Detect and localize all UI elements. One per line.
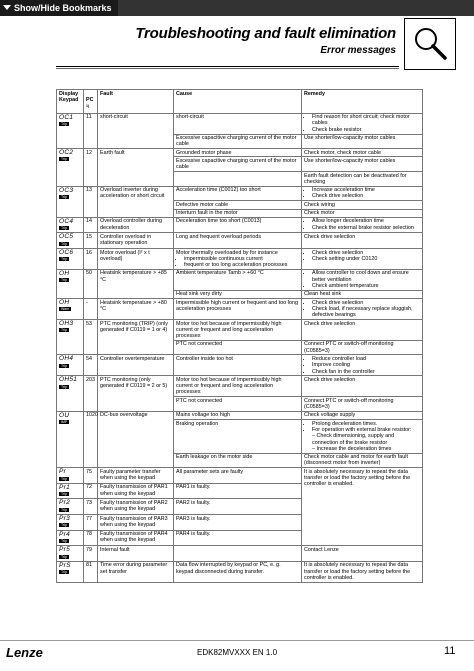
- cause-cell: [174, 186, 302, 201]
- table-row: [57, 546, 423, 562]
- error-code: OH3: [59, 320, 74, 327]
- fault-cell: Faulty transmission of PAR2 when using the keypad: [98, 499, 174, 515]
- remedy-cell: [302, 397, 423, 412]
- remedy-list: [304, 270, 420, 289]
- cause-cell: [174, 149, 302, 157]
- status-badge: Warn: [61, 307, 70, 312]
- remedy-cell: [302, 453, 423, 468]
- fault-cell: Overload inverter during acceleration or short circuit: [98, 186, 174, 217]
- remedy-cell: [302, 186, 423, 201]
- status-badge: Trip: [61, 384, 67, 389]
- fault-cell: Faulty transmission of PAR1 when using the keypad: [98, 483, 174, 499]
- remedy-list: [304, 114, 420, 133]
- fault-cell: DC-bus overvoltage: [98, 411, 174, 467]
- error-code: Pr2: [59, 499, 71, 507]
- header-fault: Fault: [98, 90, 174, 114]
- cause-text: Earth leakage on the motor side: [176, 454, 253, 461]
- cause-text: Data flow interrupted by keypad or PC, e. g. keypad disconnected during transfer.: [176, 562, 281, 575]
- display-cell: [57, 186, 84, 217]
- status-badge: Trip: [61, 226, 67, 231]
- remedy-cell: [302, 355, 423, 376]
- remedy-text: Check drive selection: [304, 376, 356, 383]
- cause-text: Acceleration time (C0012) too short: [176, 187, 261, 194]
- cause-cell: [174, 269, 302, 290]
- pc-cell: -: [84, 299, 98, 320]
- display-cell: [57, 515, 84, 531]
- cause-cell: [174, 233, 302, 249]
- table-row: [57, 468, 423, 484]
- display-cell: [57, 411, 84, 467]
- remedy-cell: [302, 290, 423, 298]
- cause-cell: [174, 340, 302, 355]
- remedy-item: • Prolong deceleration times.: [312, 421, 420, 427]
- pc-cell: 78: [84, 530, 98, 546]
- cause-cell: [174, 299, 302, 320]
- remedy-cell: [302, 113, 423, 134]
- remedy-list: [304, 300, 420, 319]
- error-code: OC5: [59, 233, 74, 241]
- cause-cell: [174, 420, 302, 453]
- fault-cell: Internal fault: [98, 546, 174, 562]
- cause-cell: [174, 217, 302, 233]
- remedy-cell: [302, 561, 423, 582]
- display-cell: [57, 530, 84, 546]
- display-cell: [57, 113, 84, 148]
- cause-cell: [174, 249, 302, 270]
- status-badge: Trip: [61, 538, 67, 543]
- show-hide-bookmarks-button[interactable]: [0, 0, 118, 16]
- table-row: [57, 320, 423, 341]
- display-cell: [57, 249, 84, 270]
- page-number: 11: [444, 645, 456, 657]
- fault-cell: Motor overload (I² x t overload): [98, 249, 174, 270]
- cause-cell: [174, 290, 302, 298]
- remedy-item: • For operation with external brake resistor:: [312, 427, 420, 433]
- cause-text: Interturn fault in the motor: [176, 210, 238, 217]
- remedy-item: • Find reason for short circuit; check motor cables: [312, 114, 420, 127]
- cause-cell: [174, 355, 302, 376]
- remedy-text: Use shorter/low-capacity motor cables: [304, 135, 396, 142]
- remedy-list: [304, 187, 420, 200]
- display-cell: [57, 320, 84, 355]
- pc-cell: 50: [84, 269, 98, 298]
- display-cell: [57, 483, 84, 499]
- header-pc: PC $^{1)}$: [84, 90, 98, 114]
- cause-text: Excessive capacitive charging current of the motor cable: [176, 157, 297, 171]
- status-badge: Trip: [61, 257, 67, 262]
- cause-text: Ambient temperature Tamb > +60 °C: [176, 270, 264, 277]
- remedy-cell: [302, 157, 423, 172]
- brand-logo: Lenze: [6, 645, 43, 660]
- remedy-cell: [302, 149, 423, 157]
- remedy-cell: [302, 376, 423, 397]
- cause-cell: [174, 201, 302, 209]
- cause-cell: [174, 561, 302, 582]
- error-code: OC3: [59, 186, 74, 194]
- remedy-item: • Improve cooling: [312, 362, 420, 368]
- remedy-text: Earth fault detection can be deactivated for checking: [304, 172, 407, 185]
- pc-cell: 53: [84, 320, 98, 355]
- status-badge: Trip: [61, 328, 67, 333]
- remedy-text: Contact Lenze: [304, 546, 339, 553]
- cause-cell: [174, 530, 302, 546]
- cause-text: Heat sink very dirty: [176, 291, 222, 298]
- display-cell: [57, 355, 84, 376]
- cause-text: Motor too hot because of impermissibly high current or frequent and long acceleration processes: [176, 376, 282, 396]
- cause-cell: [174, 209, 302, 217]
- remedy-cell: [302, 340, 423, 355]
- magnifier-icon: [404, 18, 456, 70]
- cause-text: PAR4 is faulty.: [176, 531, 211, 538]
- pc-cell: 15: [84, 233, 98, 249]
- document-id: EDK82MVXXX EN 1.0: [197, 648, 278, 657]
- remedy-cell: [302, 233, 423, 249]
- remedy-cell: [302, 209, 423, 217]
- remedy-item: • Allow longer deceleration time: [312, 218, 420, 224]
- remedy-cell: [302, 217, 423, 233]
- remedy-cell: [302, 411, 423, 419]
- error-code: OC6: [59, 249, 74, 257]
- remedy-item: • Reduce controller load: [312, 356, 420, 362]
- table-row: [57, 149, 423, 157]
- cause-text: Controller inside too hot: [176, 355, 233, 362]
- cause-text: PTC not connected: [176, 397, 223, 404]
- pc-cell: 77: [84, 515, 98, 531]
- cause-text: PAR1 is faulty.: [176, 484, 211, 491]
- fault-cell: PTC monitoring (only generated if C0119 = 2 or 5): [98, 376, 174, 411]
- fault-cell: Heatsink temperature > +85 °C: [98, 269, 174, 298]
- remedy-item: • Check setting under C0120: [312, 256, 420, 262]
- remedy-item: • Check ambient temperature: [312, 283, 420, 289]
- error-code: Pr3: [59, 515, 71, 523]
- cause-cell: [174, 172, 302, 187]
- cause-cell: [174, 113, 302, 134]
- remedy-item: • Allow controller to cool down and ensure better ventilation: [312, 270, 420, 283]
- cause-text: PAR2 is faulty.: [176, 499, 211, 506]
- cause-text: Excessive capacitive charging current of the motor cable: [176, 135, 297, 148]
- status-badge: Trip: [61, 492, 67, 497]
- remedy-text: Check voltage supply: [304, 412, 356, 419]
- cause-text: short-circuit: [176, 114, 204, 121]
- table-row: [57, 269, 423, 290]
- cause-cell: [174, 515, 302, 531]
- cause-text: Motor too hot because of impermissibly high current or frequent and long acceleration processes: [176, 320, 282, 340]
- remedy-text: Check motor, check motor cable: [304, 149, 381, 156]
- remedy-item: • Check brake resistor: [312, 127, 420, 133]
- cause-list: [176, 256, 299, 269]
- header-cause: Cause: [174, 90, 302, 114]
- fault-cell: Earth fault: [98, 149, 174, 186]
- status-badge: Trip: [61, 241, 67, 246]
- remedy-text: Connect PTC or switch-off monitoring (C0585=3): [304, 397, 394, 411]
- remedy-cell: [302, 468, 423, 546]
- remedy-text: Check drive selection: [304, 233, 356, 240]
- fault-cell: Faulty transmission of PAR4 when using the keypad: [98, 530, 174, 546]
- status-badge: Trip: [61, 121, 67, 126]
- remedy-text: Check motor cable and motor for earth fault (disconnect motor from inverter): [304, 454, 408, 467]
- status-badge: Trip: [61, 570, 67, 575]
- pc-cell: 16: [84, 249, 98, 270]
- remedy-list: [304, 421, 420, 434]
- status-badge: Trip: [61, 278, 67, 283]
- remedy-item: • Check drive selection: [312, 300, 420, 306]
- cause-cell: [174, 411, 302, 419]
- page-title: Troubleshooting and fault elimination: [135, 25, 396, 42]
- pc-cell: 81: [84, 561, 98, 582]
- remedy-cell: [302, 420, 423, 453]
- fault-cell: Heatsink temperature > +80 °C: [98, 299, 174, 320]
- remedy-text: Check motor: [304, 210, 335, 217]
- error-code: PrS: [59, 561, 71, 569]
- display-cell: [57, 217, 84, 233]
- error-code: OU: [59, 411, 70, 419]
- footer-rule: [0, 640, 474, 641]
- fault-cell: Overload controller during deceleration: [98, 217, 174, 233]
- fault-cell: PTC monitoring (TRIP) (only generated if C0119 = 1 or 4): [98, 320, 174, 355]
- cause-cell: [174, 134, 302, 149]
- remedy-cell: [302, 201, 423, 209]
- cause-cell: [174, 157, 302, 172]
- error-code: Pr4: [59, 530, 71, 538]
- header-remedy: Remedy: [302, 90, 423, 114]
- pc-cell: 75: [84, 468, 98, 484]
- remedy-list: [304, 250, 420, 263]
- pc-cell: 12: [84, 149, 98, 186]
- table-body: [57, 113, 423, 582]
- pc-cell: 73: [84, 499, 98, 515]
- error-code: Pr5: [59, 546, 71, 554]
- status-badge: Trip: [61, 194, 67, 199]
- error-code: OH51: [59, 376, 78, 384]
- remedy-sublist: [304, 433, 420, 452]
- cause-text: All parameter sets are faulty: [176, 468, 244, 475]
- table-row: [57, 249, 423, 270]
- remedy-text: Use shorter/low-capacity motor cables: [304, 157, 396, 164]
- display-cell: [57, 376, 84, 411]
- chevron-down-icon: [3, 5, 11, 10]
- error-code: Pr: [59, 468, 67, 476]
- table-row: [57, 186, 423, 201]
- cause-text: PTC not connected: [176, 341, 223, 348]
- cause-text: Braking operation: [176, 420, 219, 427]
- display-cell: [57, 299, 84, 320]
- remedy-subitem: – Check dimensioning, supply and connection of the brake resistor: [312, 433, 420, 446]
- fault-cell: Controller overload in stationary operation: [98, 233, 174, 249]
- cause-text: Mains voltage too high: [176, 412, 230, 419]
- error-code: OC2: [59, 149, 74, 157]
- fault-cell: Time error during parameter set transfer: [98, 561, 174, 582]
- remedy-cell: [302, 269, 423, 290]
- table-row: [57, 355, 423, 376]
- cause-cell: [174, 397, 302, 412]
- table-row: [57, 233, 423, 249]
- remedy-subitem: – Increase the deceleration times: [312, 446, 420, 452]
- remedy-cell: [302, 134, 423, 149]
- error-code: OC1: [59, 113, 74, 121]
- cause-text: Motor thermally overloaded by for instance: [176, 249, 278, 256]
- table-row: [57, 376, 423, 397]
- fault-cell: Faulty transmission of PAR3 when using the keypad: [98, 515, 174, 531]
- cause-text: Impermissible high current or frequent and too long acceleration processes: [176, 299, 298, 312]
- remedy-text: Check drive selection: [304, 320, 356, 327]
- remedy-text: It is absolutely necessary to repeat the data transfer or load the factory setting before the controller is enabled.: [304, 562, 411, 581]
- fault-cell: Controller overtemperature: [98, 355, 174, 376]
- status-badge: IMP: [61, 420, 68, 425]
- display-cell: [57, 468, 84, 484]
- remedy-item: • Check fan in the controller: [312, 369, 420, 375]
- display-cell: [57, 499, 84, 515]
- pc-cell: 54: [84, 355, 98, 376]
- remedy-item: • Check the external brake resistor selection: [312, 225, 420, 231]
- fault-cell: short-circuit: [98, 113, 174, 148]
- header-display: Display Keypad: [57, 90, 84, 114]
- remedy-cell: [302, 546, 423, 562]
- remedy-cell: [302, 299, 423, 320]
- status-badge: Trip: [61, 363, 67, 368]
- table-row: [57, 299, 423, 320]
- remedy-item: • Check load, if necessary replace sluggish, defective bearings: [312, 306, 420, 319]
- pc-cell: 79: [84, 546, 98, 562]
- cause-text: PAR3 is faulty.: [176, 515, 211, 522]
- pc-cell: 11: [84, 113, 98, 148]
- page-subtitle: Error messages: [320, 45, 396, 56]
- header-rule-thin: [56, 68, 399, 69]
- pc-cell: 203: [84, 376, 98, 411]
- error-code: OH4: [59, 355, 74, 363]
- display-cell: [57, 233, 84, 249]
- pc-cell: 13: [84, 186, 98, 217]
- table-row: [57, 113, 423, 134]
- fault-cell: Faulty parameter transfer when using the keypad: [98, 468, 174, 484]
- error-code: OC4: [59, 217, 74, 225]
- error-code: OH: [59, 269, 70, 277]
- remedy-text: Check wiring: [304, 201, 335, 208]
- pc-cell: 72: [84, 483, 98, 499]
- table-row: [57, 561, 423, 582]
- cause-text: Deceleration time too short (C0013): [176, 218, 262, 225]
- remedy-item: • Check drive selection: [312, 193, 420, 199]
- status-badge: Trip: [61, 157, 67, 162]
- remedy-text: Clean heat sink: [304, 291, 342, 298]
- remedy-list: [304, 218, 420, 231]
- cause-cell: [174, 468, 302, 484]
- cause-item: • frequent or too long acceleration processes: [184, 262, 299, 268]
- table-header-row: [57, 90, 423, 114]
- cause-cell: [174, 483, 302, 499]
- cause-text: Defective motor cable: [176, 201, 229, 208]
- display-cell: [57, 269, 84, 298]
- status-badge: Trip: [61, 476, 67, 481]
- display-cell: [57, 546, 84, 562]
- display-cell: [57, 149, 84, 186]
- remedy-cell: [302, 320, 423, 341]
- cause-text: Long and frequent overload periods: [176, 233, 262, 240]
- remedy-list: [304, 356, 420, 375]
- display-cell: [57, 561, 84, 582]
- table-row: [57, 411, 423, 419]
- cause-cell: [174, 376, 302, 397]
- header-rule: [56, 66, 399, 67]
- cause-cell: [174, 499, 302, 515]
- remedy-item: • Increase acceleration time: [312, 187, 420, 193]
- cause-item: • impermissible continuous current: [184, 256, 299, 262]
- status-badge: Trip: [61, 507, 67, 512]
- error-table: [56, 89, 422, 583]
- bookmarks-label: Show/Hide Bookmarks: [14, 3, 112, 13]
- status-badge: Trip: [61, 523, 67, 528]
- pc-cell: 14: [84, 217, 98, 233]
- error-code: OH: [59, 299, 70, 307]
- remedy-cell: [302, 172, 423, 187]
- cause-text: Grounded motor phase: [176, 149, 232, 156]
- error-code: Pr1: [59, 483, 71, 491]
- cause-cell: [174, 320, 302, 341]
- remedy-text: Connect PTC or switch-off monitoring (C0585=3): [304, 341, 394, 354]
- cause-cell: [174, 453, 302, 468]
- remedy-cell: [302, 249, 423, 270]
- status-badge: Trip: [61, 554, 67, 559]
- remedy-item: • Check drive selection: [312, 250, 420, 256]
- table-row: [57, 217, 423, 233]
- remedy-text: It is absolutely necessary to repeat the data transfer or load the factory setting before the controller is enabled.: [304, 468, 411, 488]
- cause-cell: [174, 546, 302, 562]
- pc-cell: 1020: [84, 411, 98, 467]
